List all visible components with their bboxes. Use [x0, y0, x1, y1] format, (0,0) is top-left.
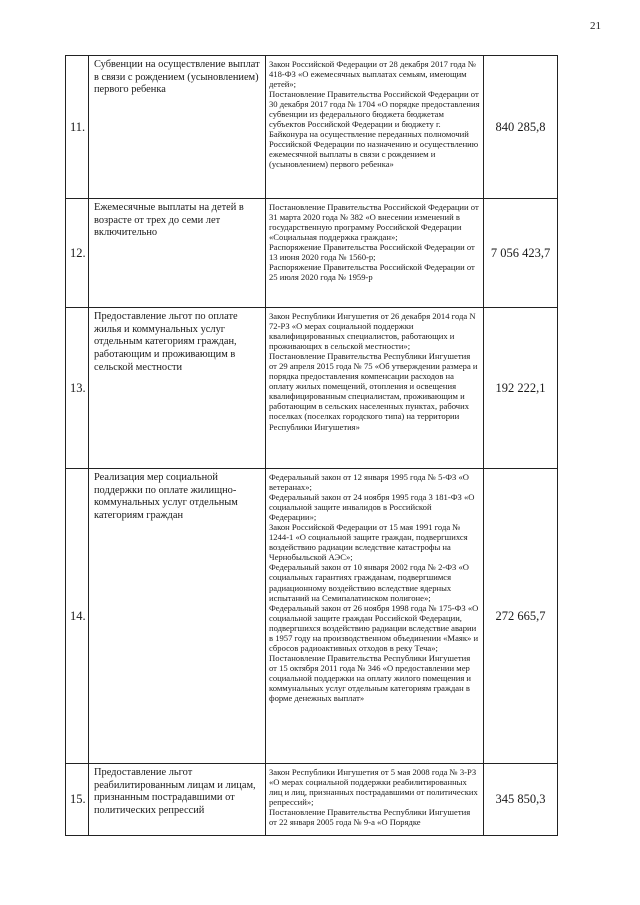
- legal-act: Федеральный закон от 12 января 1995 года № 5-ФЗ «О ветеранах»;: [269, 472, 470, 493]
- table-row: [66, 764, 558, 836]
- row-title: Предоставление льгот по оплате жилья и коммунальных услуг отдельным категориям граждан, работающим и проживающим в сельской местности: [89, 308, 266, 469]
- legal-act: Закон Российской Федерации от 15 мая 1991 года № 1244-1 «О социальной защите граждан, подвергшихся воздействию радиации вследствие катастрофы на Чернобыльской АЭС»;: [269, 522, 468, 563]
- table-row: [66, 308, 558, 469]
- row-legal-basis: [266, 469, 484, 764]
- legal-act: Постановление Правительства Российской Федерации от 30 декабря 2017 года № 1704 «О порядке предоставления субвенции из федерального бюджета бюджетам субъектов Российской Федерации и бюджету г. Байконура на осуществление переданных полномочий Российской Федерации по назначению и осуществлению ежемесячной выплаты в связи с рождением и (усыновлением) первого ребенка»: [269, 89, 480, 170]
- table-row: [66, 469, 558, 764]
- legal-act: Постановление Правительства Российской Федерации от 31 марта 2020 года № 382 «О внесении изменений в государственную программу Российской Федерации «Социальная поддержка граждан»;: [269, 202, 479, 243]
- table-row: [66, 199, 558, 308]
- row-number: 12.: [66, 199, 89, 308]
- legal-act: Федеральный закон от 26 ноября 1998 года № 175-ФЗ «О социальной защите граждан Российской Федерации, подвергшихся воздействию радиации вследствие аварии в 1957 году на производственном объединении «Маяк» и сбросов радиоактивных отходов в реку Теча»;: [269, 602, 479, 653]
- row-title: Предоставление льгот реабилитированным лицам и лицам, признанным пострадавшими от политических репрессий: [89, 764, 266, 836]
- row-legal-basis: [266, 56, 484, 199]
- legal-act: Распоряжение Правительства Российской Федерации от 25 июля 2020 года № 1959-р: [269, 262, 475, 283]
- legal-act: Постановление Правительства Республики Ингушетия от 29 апреля 2015 года № 75 «Об утверждении размера и порядка предоставления компенсации расходов на оплату жилых помещений, отопления и освещения квалифицированным специалистам, проживающим и работающим в сельских населенных пунктах, рабочих поселках (поселках городского типа) на территории Республики Ингушетия»: [269, 351, 478, 432]
- legal-act: Распоряжение Правительства Российской Федерации от 13 июня 2020 года № 1560-р;: [269, 242, 475, 263]
- row-title: Ежемесячные выплаты на детей в возрасте от трех до семи лет включительно: [89, 199, 266, 308]
- row-legal-basis: [266, 308, 484, 469]
- row-title: Реализация мер социальной поддержки по оплате жилищно-коммунальных услуг отдельным категориям граждан: [89, 469, 266, 764]
- legal-act: Закон Российской Федерации от 28 декабря 2017 года № 418-ФЗ «О ежемесячных выплатах семьям, имеющим детей»;: [269, 59, 477, 90]
- row-number: 13.: [66, 308, 89, 469]
- legal-act: Федеральный закон от 24 ноября 1995 года 3 181-ФЗ «О социальной защите инвалидов в Российской Федерации»;: [269, 492, 475, 523]
- row-legal-basis: [266, 764, 484, 836]
- row-number: 11.: [66, 56, 89, 199]
- row-number: 14.: [66, 469, 89, 764]
- row-title: Субвенции на осуществление выплат в связи с рождением (усыновлением) первого ребенка: [89, 56, 266, 199]
- row-amount: 7 056 423,7: [484, 199, 558, 308]
- appropriations-table: [65, 55, 558, 836]
- row-amount: 192 222,1: [484, 308, 558, 469]
- legal-act: Федеральный закон от 10 января 2002 года № 2-ФЗ «О социальных гарантиях гражданам, подвергшимся радиационному воздействию вследствие ядерных испытаний на Семипалатинском полигоне»;: [269, 562, 470, 603]
- row-amount: 840 285,8: [484, 56, 558, 199]
- table-row: [66, 56, 558, 199]
- row-amount: 272 665,7: [484, 469, 558, 764]
- row-legal-basis: [266, 199, 484, 308]
- page-number: 21: [590, 20, 601, 32]
- legal-act: Закон Республики Ингушетия от 5 мая 2008 года № 3-РЗ «О мерах социальной поддержки реабилитированных лиц и лиц, признанных пострадавшими от политических репрессий»;: [269, 767, 478, 808]
- legal-act: Постановление Правительства Республики Ингушетия от 15 октября 2011 года № 346 «О предоставлении мер социальной поддержки на оплату жилого помещения и коммунальных услуг отдельным категориям граждан в форме денежных выплат»: [269, 652, 472, 704]
- row-amount: 345 850,3: [484, 764, 558, 836]
- row-number: 15.: [66, 764, 89, 836]
- legal-act: Постановление Правительства Республики Ингушетия от 22 января 2005 года № 9-а «О Порядке: [269, 807, 471, 828]
- legal-act: Закон Республики Ингушетия от 26 декабря 2014 года N 72-РЗ «О мерах социальной поддержки квалифицированных специалистов, работающих и проживающих в сельской местности»;: [269, 311, 476, 352]
